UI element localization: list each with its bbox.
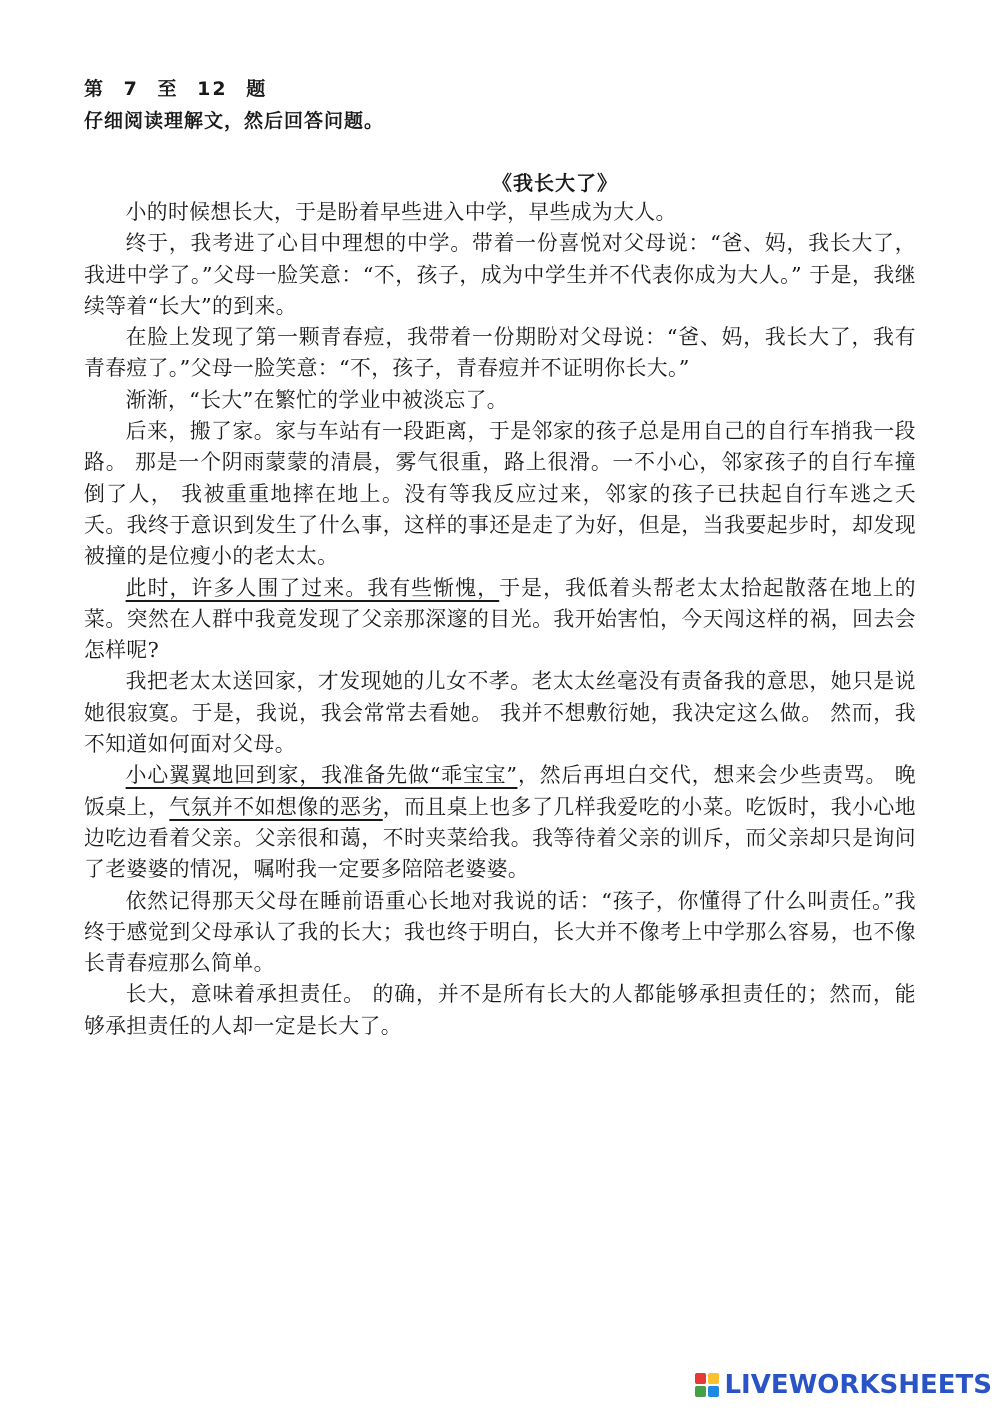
paragraph-8: [84, 760, 916, 885]
underlined-sentence-2: 小心翼翼地回到家，我准备先做“乖宝宝”: [125, 763, 518, 788]
paragraph-3: 在脸上发现了第一颗青春痘，我带着一份期盼对父母说：“爸、妈，我长大了，我有青春痘了。”父母一脸笑意：“不，孩子，青春痘并不证明你长大。”: [84, 325, 916, 381]
story-body: [84, 197, 916, 1042]
liveworksheets-logo-icon: [694, 1372, 720, 1398]
heading-word: 第: [84, 78, 106, 100]
heading-number-start: 7: [123, 78, 139, 100]
liveworksheets-watermark: [694, 1367, 992, 1403]
reading-instruction: 仔细阅读理解文，然后回答问题。: [84, 110, 385, 132]
paragraph-8-mid: ，然后再坦白交代，想来会少些责骂。 晚饭桌上，: [84, 763, 916, 819]
paragraph-6: [84, 573, 916, 667]
heading-word: 至: [157, 78, 179, 100]
story-title: 《我长大了》: [492, 171, 618, 195]
paragraph-5: 后来，搬了家。家与车站有一段距离，于是邻家的孩子总是用自己的自行车捎我一段路。 那是一个阴雨蒙蒙的清晨，雾气很重，路上很滑。一不小心，邻家孩子的自行车撞倒了人， 我被重重地摔在地上。没有等我反应过来，邻家的孩子已扶起自行车逃之夭夭。我终于意识到发生了什么事，这样的事还是走了为好，但是，当我要起步时，却发现被撞的是位瘦小的老太太。: [84, 419, 916, 569]
paragraph-8-rest: ，而且桌上也多了几样我爱吃的小菜。吃饭时，我小心地边吃边看着父亲。父亲很和蔼，不时夹菜给我。我等待着父亲的训斥，而父亲却只是询问了老婆婆的情况，嘱咐我一定要多陪陪老婆婆。: [84, 794, 917, 882]
paragraph-7: 我把老太太送回家，才发现她的儿女不孝。老太太丝毫没有责备我的意思，她只是说她很寂寞。于是，我说，我会常常去看她。 我并不想敷衍她，我决定这么做。 然而，我不知道如何面对父母。: [84, 669, 916, 757]
underlined-sentence-1: 此时，许多人围了过来。我有些惭愧，: [125, 575, 500, 600]
paragraph-4: 渐渐，“长大”在繁忙的学业中被淡忘了。: [125, 387, 509, 412]
question-range-heading: [84, 74, 277, 101]
heading-number-end: 12: [197, 78, 228, 100]
paragraph-1: 小的时候想长大，于是盼着早些进入中学，早些成为大人。: [125, 200, 677, 224]
paragraph-9: 依然记得那天父母在睡前语重心长地对我说的话：“孩子，你懂得了什么叫责任。”我终于感觉到父母承认了我的长大；我也终于明白，长大并不像考上中学那么容易，也不像长青春痘那么简单。: [84, 888, 916, 976]
watermark-text: LIVEWORKSHEETS: [724, 1370, 992, 1400]
paragraph-10: 长大，意味着承担责任。 的确，并不是所有长大的人都能够承担责任的；然而，能够承担责任的人却一定是长大了。: [84, 982, 916, 1038]
heading-word: 题: [246, 78, 268, 100]
underlined-sentence-3: 气氛并不如想像的恶劣: [169, 794, 383, 819]
paragraph-2: 终于，我考进了心目中理想的中学。带着一份喜悦对父母说：“爸、妈，我长大了，我进中学了。”父母一脸笑意：“不，孩子，成为中学生并不代表你成为大人。” 于是，我继续等着“长大”的到来。: [84, 231, 916, 318]
paragraph-6-rest: 于是，我低着头帮老太太拾起散落在地上的菜。突然在人群中我竟发现了父亲那深邃的目光。我开始害怕，今天闯这样的祸，回去会怎样呢?: [84, 575, 916, 663]
